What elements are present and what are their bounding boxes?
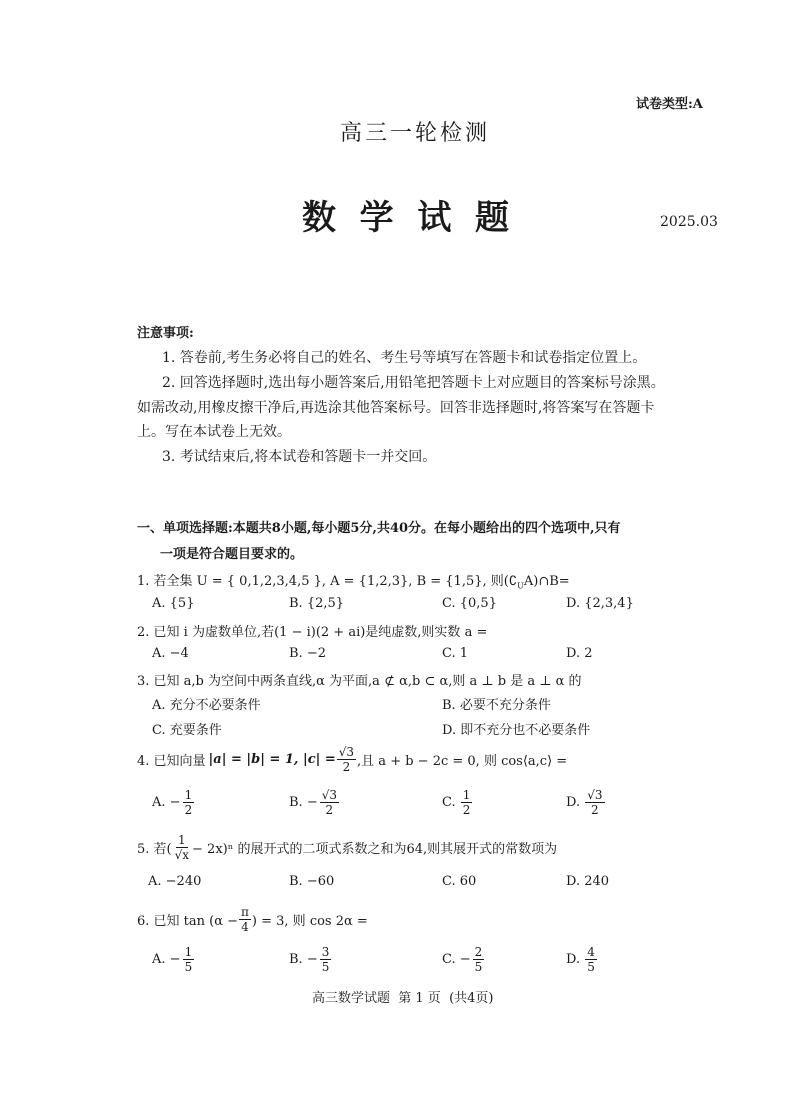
q1-option-b[interactable]: B. {2,5} [289,596,345,611]
notice-heading: 注意事项: [137,326,194,341]
question-5-stem: 5. 若( $\frac{1}{√x}$ − 2x)ⁿ 的展开式的二项式系数之和为64,则其展开式的常数项为 [137,833,558,862]
q3-option-b[interactable]: B. 必要不充分条件 [442,698,551,713]
q5-option-c[interactable]: C. 60 [442,874,477,889]
q3-option-d[interactable]: D. 即不充分也不必要条件 [442,723,591,738]
question-3-stem: 3. 已知 a,b 为空间中两条直线,α 为平面,a ⊄ α,b ⊂ α,则 a ⊥ b 是 a ⊥ α 的 [137,674,582,689]
notice-item-2: 2. 回答选择题时,选出每小题答案后,用铅笔把答题卡上对应题目的答案标号涂黑。 [162,375,665,391]
section-heading: 一、单项选择题:本题共8小题,每小题5分,共40分。在每小题给出的四个选项中,只有 [137,521,621,536]
question-4-stem: 4. 已知向量 |a| = |b| = 1, |c| = $\frac{√3}{2}$ ,且 a + b − 2c = 0, 则 cos⟨a,c⟩ = [137,745,568,774]
notice-item-2-end: 上。写在本试卷上无效。 [137,424,291,440]
q6-option-d[interactable]: D. $\frac{4}{5}$ [566,945,595,974]
q3-option-c[interactable]: C. 充要条件 [152,723,222,738]
q2-option-c[interactable]: C. 1 [442,646,469,661]
q4-option-c[interactable]: C. $\frac{1}{2}$ [442,788,471,817]
q4-option-a[interactable]: A. − $\frac{1}{2}$ [152,788,193,817]
q6-option-b[interactable]: B. − $\frac{3}{5}$ [289,945,330,974]
q5-option-a[interactable]: A. −240 [148,874,202,889]
notice-item-3: 3. 考试结束后,将本试卷和答题卡一并交回。 [162,449,437,465]
q5-option-d[interactable]: D. 240 [566,874,610,889]
q4-option-d[interactable]: D. $\frac{√3}{2}$ [566,788,603,817]
paper-type-label: 试卷类型:A [636,97,703,112]
question-2-stem: 2. 已知 i 为虚数单位,若(1 − i)(2 + ai)是纯虚数,则实数 a = [137,625,488,640]
q2-option-a[interactable]: A. −4 [152,646,189,661]
q2-option-b[interactable]: B. −2 [289,646,326,661]
q1-option-a[interactable]: A. {5} [152,596,195,611]
exam-subtitle: 高三一轮检测 [340,121,491,146]
exam-date: 2025.03 [660,214,718,230]
q1-option-c[interactable]: C. {0,5} [442,596,497,611]
question-6-stem: 6. 已知 tan (α − $\frac{\pi}{4}$ ) = 3, 则 cos 2α = [137,905,368,934]
q4-option-b[interactable]: B. − $\frac{√3}{2}$ [289,788,338,817]
notice-item-1: 1. 答卷前,考生务必将自己的姓名、考生号等填写在答题卡和试卷指定位置上。 [162,350,647,366]
q5-option-b[interactable]: B. −60 [289,874,335,889]
q3-option-a[interactable]: A. 充分不必要条件 [152,698,261,713]
q6-option-c[interactable]: C. − $\frac{2}{5}$ [442,945,483,974]
section-heading-cont: 一项是符合题目要求的。 [160,547,304,562]
q2-option-d[interactable]: D. 2 [566,646,593,661]
page-footer: 高三数学试题 第 1 页 (共4页) [312,991,494,1006]
q1-option-d[interactable]: D. {2,3,4} [566,596,634,611]
notice-item-2-cont: 如需改动,用橡皮擦干净后,再选涂其他答案标号。回答非选择题时,将答案写在答题卡 [137,400,655,416]
question-1-stem: 1. 若全集 U = { 0,1,2,3,4,5 }, A = {1,2,3}, B = {1,5}, 则$(∁_UA)\cap B=$ [137,574,570,591]
q6-option-a[interactable]: A. − $\frac{1}{5}$ [152,945,193,974]
exam-title: 数 学 试 题 [302,198,510,238]
